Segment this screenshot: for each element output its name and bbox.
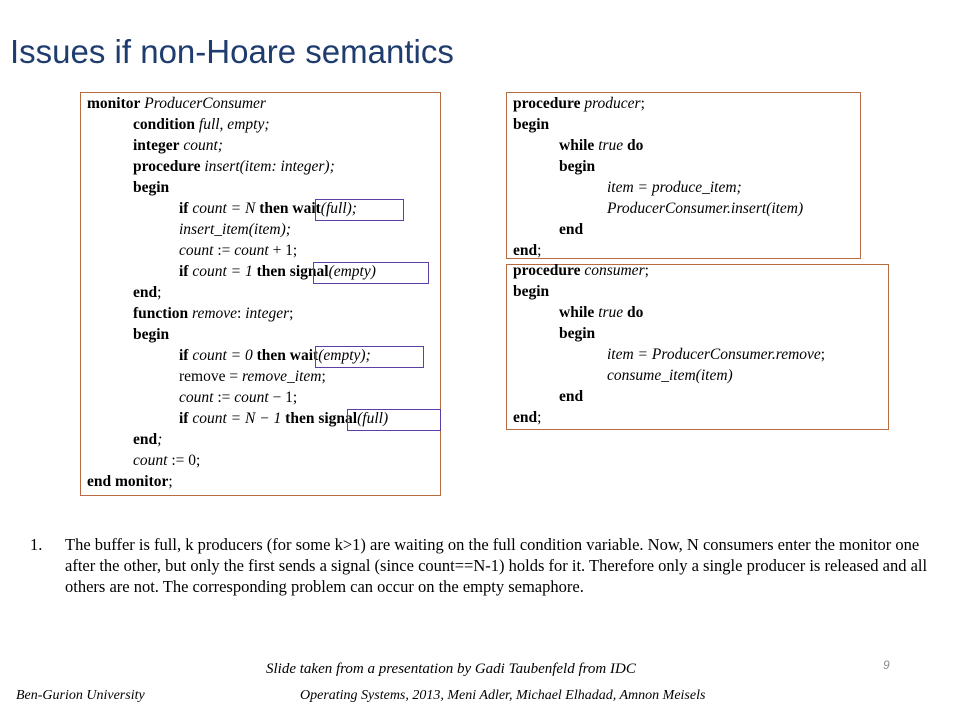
code-line: item = produce_item; <box>607 179 742 196</box>
code-line: function remove: integer; <box>133 305 294 322</box>
code-line: end; <box>133 284 162 301</box>
code-line: end; <box>513 242 542 259</box>
code-line: begin <box>559 158 596 175</box>
list-number: 1. <box>30 535 43 554</box>
code-line: if count = 0 then wait(empty); <box>179 347 371 364</box>
slide-title: Issues if non-Hoare semantics <box>10 33 454 70</box>
code-line: if count = 1 then signal(empty) <box>179 263 376 280</box>
producer-code-box <box>506 92 861 259</box>
code-line: count := count + 1; <box>179 242 298 259</box>
code-line: begin <box>133 326 170 343</box>
code-line: count := count − 1; <box>179 389 298 406</box>
code-line: while true do <box>559 137 644 154</box>
code-line: consume_item(item) <box>607 367 733 384</box>
signal-empty-highlight <box>313 262 429 284</box>
consumer-code-box <box>506 264 889 430</box>
code-line: ProducerConsumer.insert(item) <box>607 200 804 217</box>
code-line: count := 0; <box>133 452 201 469</box>
code-line: procedure consumer; <box>513 262 649 279</box>
issue-list <box>30 534 930 597</box>
code-line: end; <box>513 409 542 426</box>
slide-credit: Slide taken from a presentation by Gadi Taubenfeld from IDC <box>266 661 636 677</box>
code-line: end monitor; <box>87 473 173 490</box>
code-line: begin <box>513 283 550 300</box>
monitor-code-box <box>80 92 441 496</box>
code-line: end <box>559 388 584 405</box>
signal-full-highlight <box>347 409 441 431</box>
wait-full-highlight <box>315 199 404 221</box>
code-line: procedure insert(item: integer); <box>133 158 335 175</box>
code-line: procedure producer; <box>513 95 645 112</box>
code-line: if count = N then wait(full); <box>179 200 357 217</box>
code-line: end; <box>133 431 163 448</box>
footer-course: Operating Systems, 2013, Meni Adler, Michael Elhadad, Amnon Meisels <box>300 688 706 703</box>
code-line: if count = N − 1 then signal(full) <box>179 410 389 427</box>
footer-institution: Ben-Gurion University <box>16 688 145 703</box>
code-line: end <box>559 221 584 238</box>
code-line: begin <box>513 116 550 133</box>
issue-text: The buffer is full, k producers (for some k>1) are waiting on the full condition variable. Now, N consumers enter the monitor one after the other, but only the first sends a signal (since count==N-1) holds for it. Therefore only a single producer is released and all others are not. The corresponding problem can occur on the empty semaphore. <box>65 535 928 596</box>
list-item <box>30 534 930 597</box>
code-line: begin <box>559 325 596 342</box>
code-line: insert_item(item); <box>179 221 291 238</box>
code-line: remove = remove_item; <box>179 368 326 385</box>
code-line: while true do <box>559 304 644 321</box>
page-number: 9 <box>883 658 890 672</box>
code-line: monitor ProducerConsumer <box>87 95 266 112</box>
code-line: integer count; <box>133 137 223 154</box>
code-line: begin <box>133 179 170 196</box>
code-line: condition full, empty; <box>133 116 270 133</box>
code-line: item = ProducerConsumer.remove; <box>607 346 826 363</box>
wait-empty-highlight <box>315 346 424 368</box>
